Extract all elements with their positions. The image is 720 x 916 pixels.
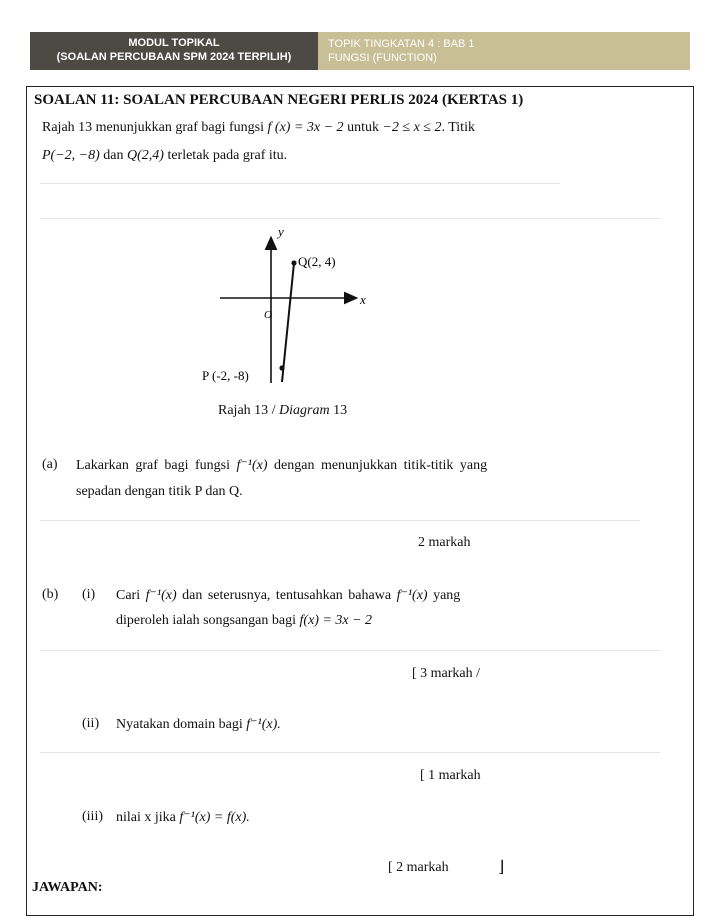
header-module-title: MODUL TOPIKAL — [128, 37, 220, 49]
point-p-dot — [279, 365, 284, 370]
question-title: SOALAN 11: SOALAN PERCUBAAN NEGERI PERLIS 2024 (KERTAS 1) — [34, 92, 524, 108]
part-a-line1 — [76, 457, 487, 474]
part-a-text: Lakarkan graf bagi fungsi — [76, 458, 230, 473]
part-bi-yang: yang — [433, 588, 461, 603]
question-box — [26, 86, 694, 916]
caption-italic: Diagram — [279, 403, 330, 418]
intro-point-q: Q(2,4) — [127, 148, 164, 163]
caption-number: 13 — [329, 403, 348, 418]
part-bi-label: (i) — [82, 587, 96, 602]
header-right-banner — [318, 32, 690, 70]
intro-rest: terletak pada graf itu. — [167, 148, 288, 163]
point-q-dot — [291, 260, 296, 265]
part-bi-mid: dan seterusnya, tentusahkan bahawa — [182, 588, 392, 603]
scan-line — [40, 650, 660, 651]
diagram-caption — [218, 403, 347, 419]
header-module-subtitle: (SOALAN PERCUBAAN SPM 2024 TERPILIH) — [56, 51, 292, 63]
part-bi-marks: [ 3 markah / — [412, 666, 481, 681]
scan-line — [40, 752, 660, 753]
graph-line — [282, 263, 294, 382]
part-biii-label: (iii) — [82, 809, 103, 824]
question-intro-line2 — [42, 148, 287, 164]
part-a-finv: f⁻¹(x) — [236, 458, 268, 473]
part-biii-marks: [ 2 markah — [388, 860, 449, 875]
y-axis-label: y — [278, 224, 284, 239]
intro-point-p: P(−2, −8) — [42, 148, 100, 163]
part-biii-text: nilai x jika — [116, 810, 176, 825]
header-topic: TOPIK TINGKATAN 4 : BAB 1 — [328, 38, 475, 50]
x-axis-label: x — [360, 292, 366, 307]
intro-text-c: . Titik — [441, 120, 475, 135]
part-a-line2: sepadan dengan titik P dan Q. — [76, 484, 243, 499]
question-intro-line1 — [42, 120, 475, 136]
scan-line — [40, 183, 560, 184]
part-bi-function: f(x) = 3x − 2 — [299, 613, 373, 628]
answer-label: JAWAPAN: — [32, 880, 103, 895]
part-bi-text: diperoleh ialah songsangan bagi — [116, 613, 297, 628]
part-bii-text: Nyatakan domain bagi — [116, 717, 243, 732]
intro-function: f (x) = 3x − 2 — [267, 120, 344, 135]
part-bi-finv: f⁻¹(x) — [145, 588, 177, 603]
scan-line — [40, 218, 660, 219]
function-graph — [180, 220, 400, 400]
caption-main: Rajah 13 / — [218, 403, 280, 418]
part-a-label: (a) — [42, 457, 58, 472]
point-p-label: P (-2, -8) — [202, 368, 249, 383]
part-a-text-rest: dengan menunjukkan titik-titik yang — [274, 458, 488, 473]
bracket-mark: ⌋ — [498, 859, 505, 876]
part-biii-equation: f⁻¹(x) = f(x). — [179, 810, 250, 825]
part-bi-line1 — [116, 587, 460, 604]
intro-dan: dan — [103, 148, 124, 163]
header-left-banner — [30, 32, 318, 70]
part-bi-finv2: f⁻¹(x) — [396, 588, 428, 603]
part-bii-label: (ii) — [82, 716, 100, 731]
point-q-label: Q(2, 4) — [298, 254, 336, 269]
header-chapter: FUNGSI (FUNCTION) — [328, 52, 437, 64]
intro-range: −2 ≤ x ≤ 2 — [382, 120, 442, 135]
part-bi-cari: Cari — [116, 588, 141, 603]
part-biii-line — [116, 809, 250, 826]
part-a-marks: 2 markah — [418, 535, 471, 550]
part-bii-line — [116, 716, 281, 733]
part-bii-finv: f⁻¹(x). — [246, 717, 281, 732]
part-b-label: (b) — [42, 587, 59, 602]
scan-line — [40, 520, 640, 521]
intro-text-a: Rajah 13 menunjukkan graf bagi fungsi — [42, 120, 265, 135]
origin-label: O — [264, 309, 272, 321]
part-bi-line2 — [116, 613, 372, 629]
part-bii-marks: [ 1 markah — [420, 768, 481, 783]
intro-text-b: untuk — [347, 120, 379, 135]
